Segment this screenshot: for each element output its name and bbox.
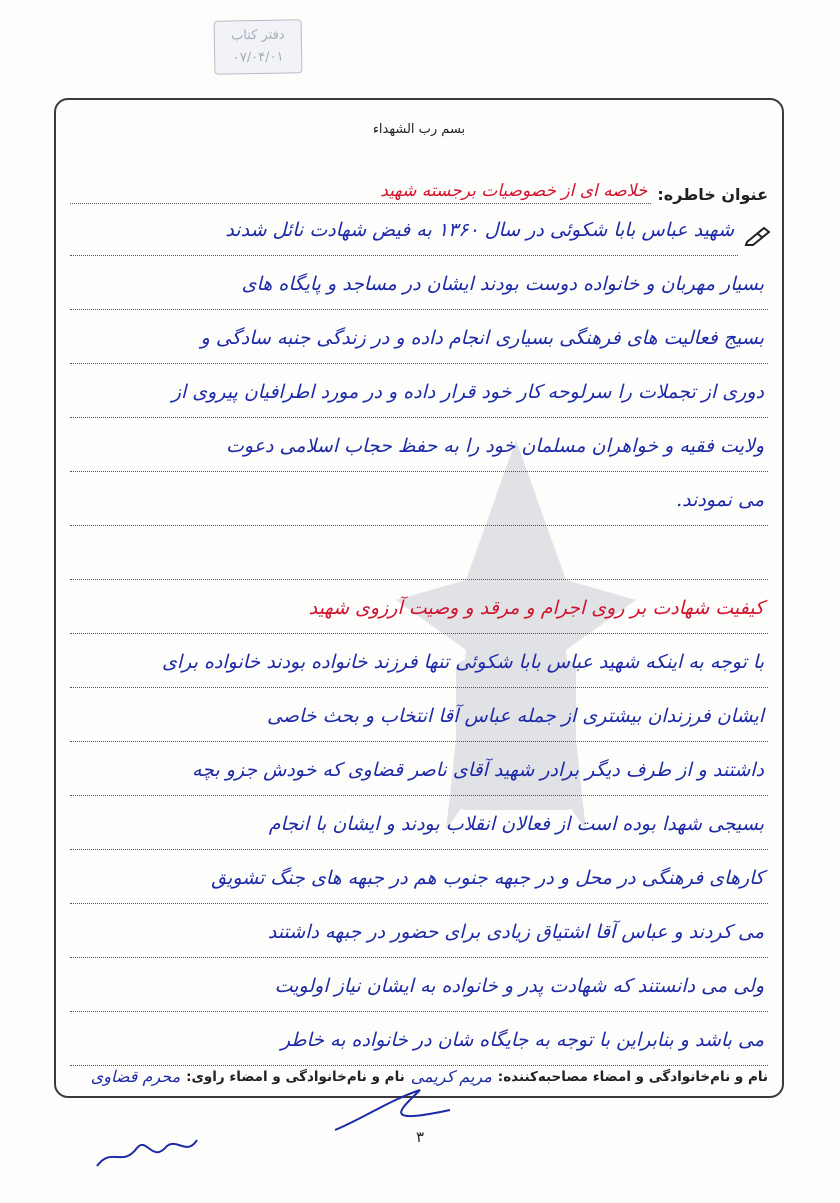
interviewer-label: نام و نام‌خانوادگی و امضاء مصاحبه‌کننده: <box>497 1068 768 1085</box>
page-number: ۳ <box>416 1128 425 1146</box>
handwritten-line: شهید عباس بابا شکوئی در سال ۱۳۶۰ به فیض شهادت نائل شدند <box>70 208 738 256</box>
handwritten-line: می باشد و بنابراین با توجه به جایگاه شان در خانواده به خاطر <box>70 1018 768 1066</box>
form-frame <box>54 98 784 1098</box>
handwritten-line: بسیجی شهدا بوده است از فعالان انقلاب بودند و ایشان با انجام <box>70 802 768 850</box>
handwritten-line: بسیج فعالیت های فرهنگی بسیاری انجام داده و در زندگی جنبه سادگی و <box>70 316 768 364</box>
handwritten-line: ولی می دانستند که شهادت پدر و خانواده به ایشان نیاز اولویت <box>70 964 768 1012</box>
stamp-line-2: ۰۷/۰۴/۰۱ <box>232 49 284 66</box>
handwritten-line: کیفیت شهادت بر روی اجرام و مرقد و وصیت آرزوی شهید <box>70 586 768 634</box>
bismillah-header: بسم رب الشهداء <box>372 122 466 137</box>
memory-title-value: خلاصه ای از خصوصیات برجسته شهید <box>70 179 651 204</box>
archive-stamp <box>214 19 303 75</box>
interviewer-signature: مریم کریمی <box>410 1067 492 1086</box>
pen-icon <box>744 224 772 246</box>
narrator-label: نام و نام‌خانوادگی و امضاء راوی: <box>186 1068 405 1085</box>
memory-title-label: عنوان خاطره: <box>657 185 768 204</box>
handwritten-line: دوری از تجملات را سرلوحه کار خود قرار داده و در مورد اطرافیان پیروی از <box>70 370 768 418</box>
handwritten-line: کارهای فرهنگی در محل و در جبهه جنوب هم در جبهه های جنگ تشویق <box>70 856 768 904</box>
handwritten-line: ولایت فقیه و خواهران مسلمان خود را به حفظ حجاب اسلامی دعوت <box>70 424 768 472</box>
handwritten-line: بسیار مهربان و خانواده دوست بودند ایشان در مساجد و پایگاه های <box>70 262 768 310</box>
handwritten-line: می نمودند. <box>70 478 768 526</box>
handwritten-signature-icon <box>92 1126 202 1174</box>
handwritten-line <box>70 532 768 580</box>
handwritten-line: با توجه به اینکه شهید عباس بابا شکوئی تنها فرزند خانواده بودند خانواده برای <box>70 640 768 688</box>
narrator-signature: محرم قضاوی <box>90 1067 181 1086</box>
signature-scribble-icon <box>330 1080 460 1140</box>
handwritten-line: داشتند و از طرف دیگر برادر شهید آقای ناصر قضاوی که خودش جزو بچه <box>70 748 768 796</box>
memory-title-row <box>70 174 768 204</box>
stamp-line-1: دفتر کتاب <box>230 27 285 44</box>
handwritten-line: ایشان فرزندان بیشتری از جمله عباس آقا انتخاب و بحث خاصی <box>70 694 768 742</box>
handwritten-line: می کردند و عباس آقا اشتیاق زیادی برای حضور در جبهه داشتند <box>70 910 768 958</box>
